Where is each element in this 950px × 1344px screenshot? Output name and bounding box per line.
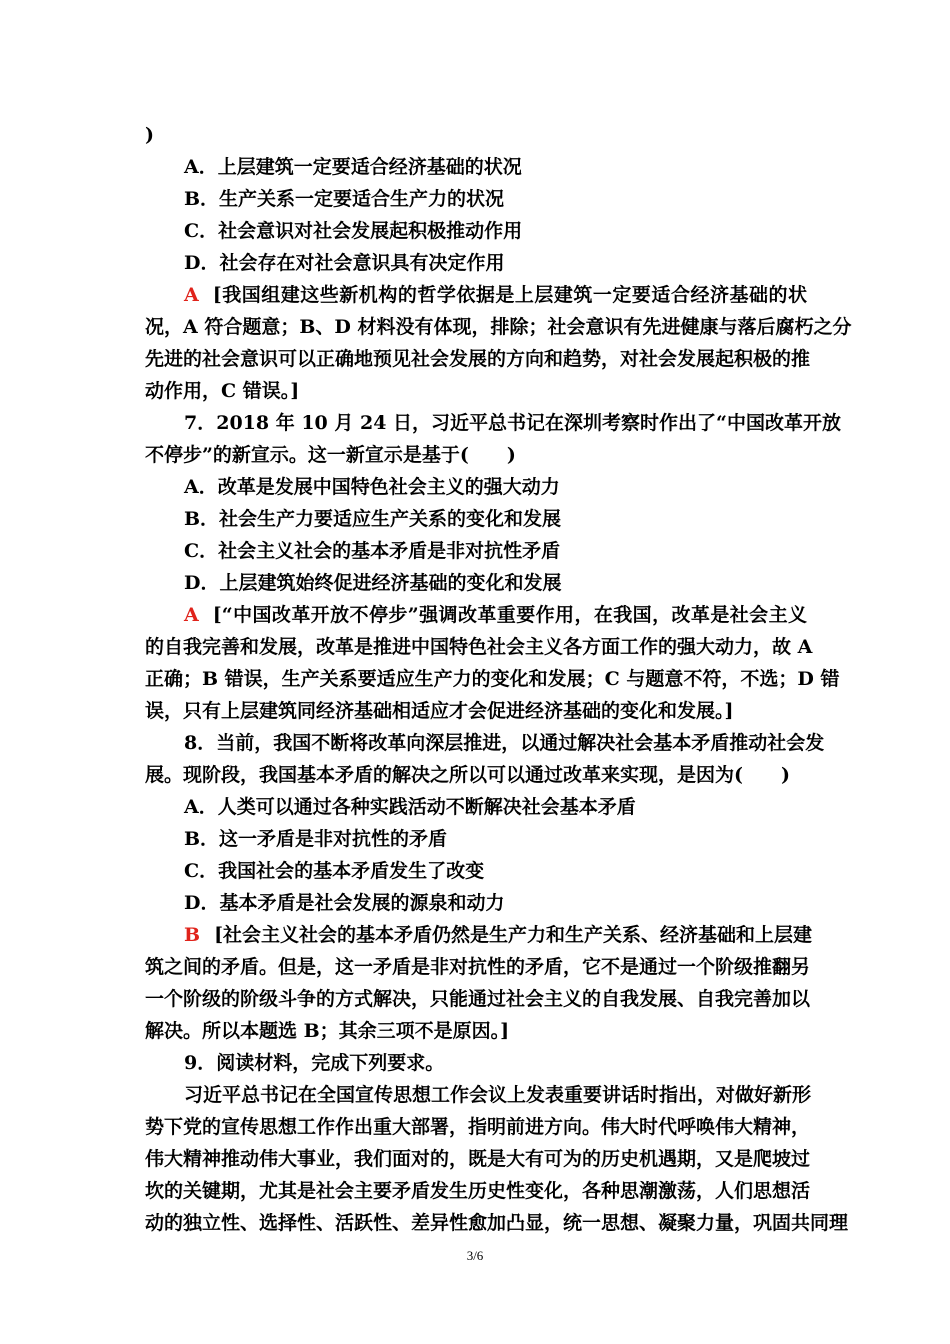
material-line: 坎的关键期，尤其是社会主要矛盾发生历史性变化，各种思潮激荡，人们思想活 [145, 1180, 811, 1202]
answer-line [184, 599, 807, 631]
material-line: 习近平总书记在全国宣传思想工作会议上发表重要讲话时指出，对做好新形 [184, 1084, 812, 1106]
answer-line [184, 919, 813, 951]
option-line: A．上层建筑一定要适合经济基础的状况 [184, 156, 522, 178]
question-line: 不停步”的新宣示。这一新宣示是基于( ) [145, 444, 516, 466]
option-line: B．这一矛盾是非对抗性的矛盾 [184, 828, 448, 850]
material-line: 势下党的宣传思想工作作出重大部署，指明前进方向。伟大时代呼唤伟大精神， [145, 1116, 811, 1138]
answer-line: 误，只有上层建筑同经济基础相适应才会促进经济基础的变化和发展。] [145, 700, 734, 722]
answer-text: [“中国改革开放不停步”强调改革重要作用，在我国，改革是社会主义 [212, 604, 807, 626]
option-line: B．生产关系一定要适合生产力的状况 [184, 188, 505, 210]
option-line: B．社会生产力要适应生产关系的变化和发展 [184, 508, 562, 530]
answer-line: 一个阶级的阶级斗争的方式解决，只能通过社会主义的自我发展、自我完善加以 [145, 988, 811, 1010]
answer-letter: A [184, 604, 199, 626]
option-line: C．社会意识对社会发展起积极推动作用 [184, 220, 523, 242]
answer-letter: B [184, 924, 201, 946]
question-line: 7．2018 年 10 月 24 日，习近平总书记在深圳考察时作出了“中国改革开放 [184, 412, 841, 434]
answer-line: 筑之间的矛盾。但是，这一矛盾是非对抗性的矛盾，它不是通过一个阶级推翻另 [145, 956, 811, 978]
option-line: A．人类可以通过各种实践活动不断解决社会基本矛盾 [184, 796, 636, 818]
material-line: 伟大精神推动伟大事业，我们面对的，既是大有可为的历史机遇期，又是爬坡过 [145, 1148, 811, 1170]
answer-line [184, 279, 807, 311]
option-line: D．上层建筑始终促进经济基础的变化和发展 [184, 572, 562, 594]
text-line: ) [145, 124, 154, 146]
option-line: C．我国社会的基本矛盾发生了改变 [184, 860, 485, 882]
answer-line: 正确；B 错误，生产关系要适应生产力的变化和发展；C 与题意不符，不选；D 错 [145, 668, 840, 690]
option-line: D．社会存在对社会意识具有决定作用 [184, 252, 505, 274]
answer-line: 的自我完善和发展，改革是推进中国特色社会主义各方面工作的强大动力，故 A [145, 636, 813, 658]
question-line: 9．阅读材料，完成下列要求。 [184, 1052, 445, 1074]
option-line: A．改革是发展中国特色社会主义的强大动力 [184, 476, 560, 498]
question-line: 8．当前，我国不断将改革向深层推进，以通过解决社会基本矛盾推动社会发 [184, 732, 825, 754]
answer-text: [我国组建这些新机构的哲学依据是上层建筑一定要适合经济基础的状 [212, 284, 807, 306]
option-line: D．基本矛盾是社会发展的源泉和动力 [184, 892, 505, 914]
material-line: 动的独立性、选择性、活跃性、差异性愈加凸显，统一思想、凝聚力量，巩固共同理 [145, 1212, 849, 1234]
answer-line: 解决。所以本题选 B；其余三项不是原因。] [145, 1020, 510, 1042]
answer-line: 先进的社会意识可以正确地预见社会发展的方向和趋势，对社会发展起积极的推 [145, 348, 811, 370]
answer-text: [社会主义社会的基本矛盾仍然是生产力和生产关系、经济基础和上层建 [214, 924, 813, 946]
answer-line: 动作用，C 错误。] [145, 380, 300, 402]
answer-letter: A [184, 284, 199, 306]
page-number: 3/6 [466, 1248, 484, 1263]
option-line: C．社会主义社会的基本矛盾是非对抗性矛盾 [184, 540, 561, 562]
answer-line: 况，A 符合题意；B、D 材料没有体现，排除；社会意识有先进健康与落后腐朽之分 [145, 316, 852, 338]
question-line: 展。现阶段，我国基本矛盾的解决之所以可以通过改革来实现，是因为( ) [145, 764, 790, 786]
